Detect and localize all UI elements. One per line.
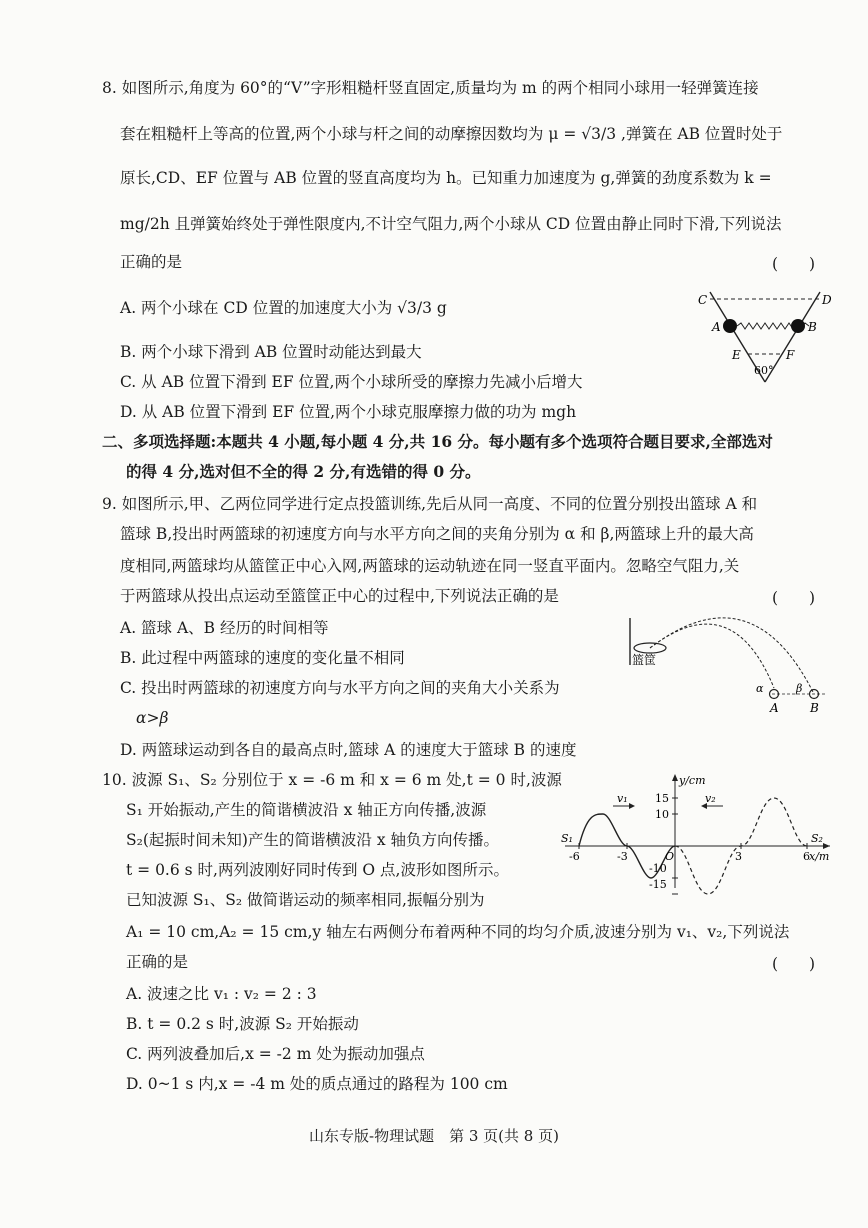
label-angle: 60° — [754, 364, 774, 377]
s2-label: S₂ — [811, 832, 823, 845]
ball-b — [791, 319, 805, 333]
q9-option-c: C. 投出时两篮球的初速度方向与水平方向之间的夹角大小关系为 — [120, 679, 560, 697]
label-e: E — [732, 348, 741, 362]
q10-wave-figure — [555, 770, 840, 900]
angle-alpha: α — [756, 682, 764, 695]
s1-label: S₁ — [561, 832, 573, 845]
label-b: B — [810, 701, 819, 715]
q10-option-d: D. 0~1 s 内,x = -4 m 处的质点通过的路程为 100 cm — [126, 1075, 508, 1093]
q8-line-2: 套在粗糙杆上等高的位置,两个小球与杆之间的动摩擦因数均为 μ = √3/3 ,弹簧在 AB 位置时处于 — [120, 125, 783, 143]
q9-option-b: B. 此过程中两篮球的速度的变化量不相同 — [120, 649, 405, 667]
q9-line-1: 9. 如图所示,甲、乙两位同学进行定点投篮训练,先后从同一高度、不同的位置分别投出篮球 A 和 — [102, 495, 758, 513]
q8-option-d: D. 从 AB 位置下滑到 EF 位置,两个小球克服摩擦力做的功为 mgh — [120, 403, 577, 421]
q10-line-2: S₁ 开始振动,产生的简谐横波沿 x 轴正方向传播,波源 — [126, 801, 487, 819]
y-tick-minus-15: -15 — [649, 878, 667, 891]
v2-label: v₂ — [705, 792, 716, 805]
trajectory-a — [650, 624, 774, 688]
x-axis-label: x/m — [809, 850, 830, 863]
q9-option-c-cont: α>β — [136, 709, 169, 727]
y-tick-15: 15 — [655, 792, 669, 805]
q9-option-a: A. 篮球 A、B 经历的时间相等 — [120, 619, 329, 637]
q8-v-rod-figure — [690, 282, 840, 392]
trajectory-b — [650, 618, 814, 694]
x-tick-6: 6 — [803, 850, 810, 863]
q10-line-6: A₁ = 10 cm,A₂ = 15 cm,y 轴左右两侧分布着两种不同的均匀介质,波速分别为 v₁、v₂,下列说法 — [126, 923, 790, 941]
q8-line-4: mg/2h 且弹簧始终处于弹性限度内,不计空气阻力,两个小球从 CD 位置由静止同时下滑,下列说法 — [120, 215, 782, 233]
label-a: A — [712, 320, 721, 334]
q10-line-4: t = 0.6 s 时,两列波刚好同时传到 O 点,波形如图所示。 — [126, 861, 509, 879]
q8-option-a: A. 两个小球在 CD 位置的加速度大小为 √3/3 g — [120, 299, 447, 317]
label-c: C — [698, 293, 708, 307]
q9-line-2: 篮球 B,投出时两篮球的初速度方向与水平方向之间的夹角分别为 α 和 β,两篮球上升的最大高 — [120, 525, 754, 543]
origin-label: O — [665, 850, 675, 863]
q9-option-d: D. 两篮球运动到各自的最高点时,篮球 A 的速度大于篮球 B 的速度 — [120, 741, 577, 759]
q8-option-b: B. 两个小球下滑到 AB 位置时动能达到最大 — [120, 343, 422, 361]
q10-line-1: 10. 波源 S₁、S₂ 分别位于 x = -6 m 和 x = 6 m 处,t = 0 时,波源 — [102, 771, 562, 789]
q8-option-c: C. 从 AB 位置下滑到 EF 位置,两个小球所受的摩擦力先减小后增大 — [120, 373, 583, 391]
label-d: D — [822, 293, 832, 307]
hoop-label: 篮筐 — [632, 653, 657, 667]
q10-line-7: 正确的是 — [126, 953, 189, 971]
section-2-heading-2: 的得 4 分,选对但不全的得 2 分,有选错的得 0 分。 — [126, 462, 481, 481]
x-tick-minus-3: -3 — [617, 850, 628, 863]
y-tick-minus-10: -10 — [649, 862, 667, 875]
q8-line-1: 8. 如图所示,角度为 60°的“V”字形粗糙杆竖直固定,质量均为 m 的两个相同小球用一轻弹簧连接 — [102, 79, 759, 97]
q9-line-3: 度相同,两篮球均从篮筐正中心入网,两篮球的运动轨迹在同一竖直平面内。忽略空气阻力,关 — [120, 557, 740, 575]
q8-line-3: 原长,CD、EF 位置与 AB 位置的竖直高度均为 h。已知重力加速度为 g,弹簧的劲度系数为 k = — [120, 169, 772, 187]
ball-a — [723, 319, 737, 333]
angle-beta: β — [796, 682, 803, 695]
q10-line-5: 已知波源 S₁、S₂ 做简谐运动的频率相同,振幅分别为 — [126, 891, 485, 909]
q10-option-a: A. 波速之比 v₁ : v₂ = 2 : 3 — [126, 985, 317, 1003]
q10-line-3: S₂(起振时间未知)产生的简谐横波沿 x 轴负方向传播。 — [126, 831, 500, 849]
q8-line-5: 正确的是 — [120, 253, 183, 271]
page-footer: 山东专版-物理试题 第 3 页(共 8 页) — [309, 1127, 559, 1145]
label-a: A — [770, 701, 779, 715]
label-f: F — [786, 348, 795, 362]
q9-basketball-figure — [622, 610, 832, 720]
q10-option-c: C. 两列波叠加后,x = -2 m 处为振动加强点 — [126, 1045, 425, 1063]
q10-option-b: B. t = 0.2 s 时,波源 S₂ 开始振动 — [126, 1015, 359, 1033]
v1-label: v₁ — [617, 792, 628, 805]
q8-answer-paren: ( ) — [772, 255, 816, 273]
x-tick-minus-6: -6 — [569, 850, 580, 863]
section-2-heading-1: 二、多项选择题:本题共 4 小题,每小题 4 分,共 16 分。每小题有多个选项符合题目要求,全部选对 — [102, 432, 773, 451]
label-b: B — [808, 320, 817, 334]
y-tick-10: 10 — [655, 808, 669, 821]
x-tick-3: 3 — [735, 850, 742, 863]
q10-answer-paren: ( ) — [772, 955, 816, 973]
y-axis-label: y/cm — [679, 774, 706, 787]
q9-answer-paren: ( ) — [772, 589, 816, 607]
q9-line-4: 于两篮球从投出点运动至篮筐正中心的过程中,下列说法正确的是 — [120, 587, 559, 605]
